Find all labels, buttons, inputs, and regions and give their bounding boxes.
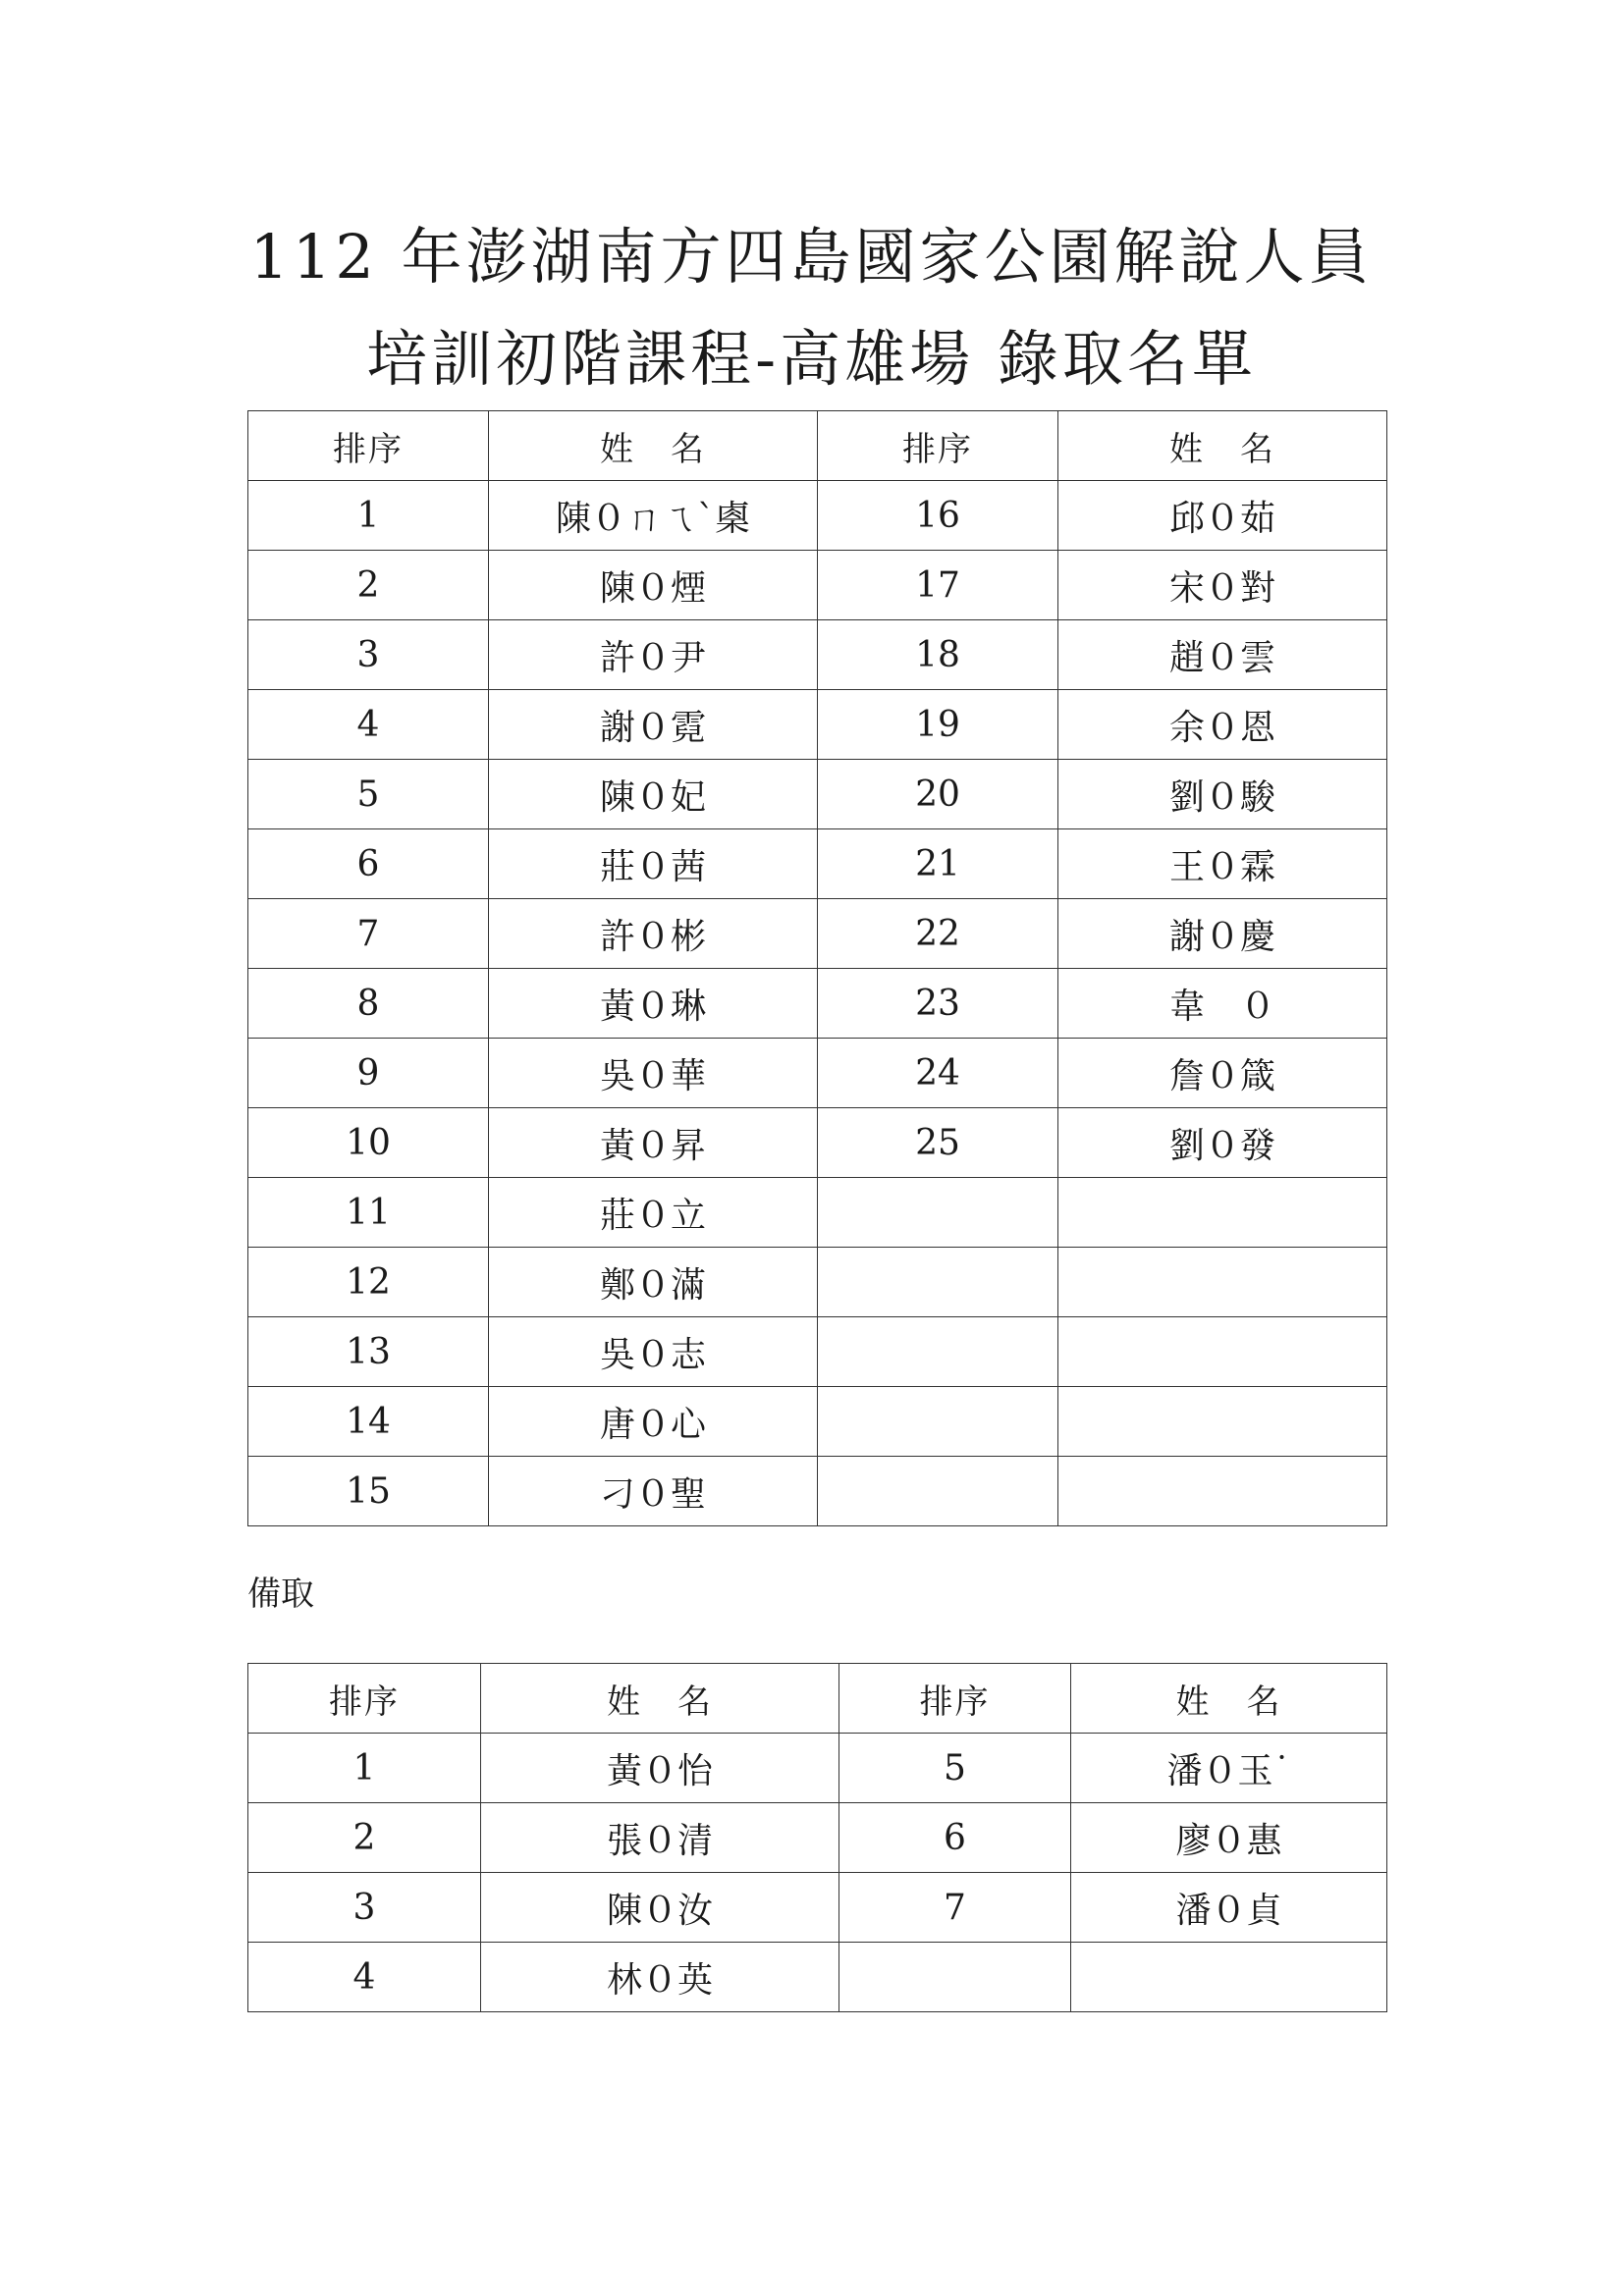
rank-cell: 8 [248,969,489,1039]
name-cell: 潘０玉˙ [1071,1734,1387,1803]
rank-cell: 24 [818,1039,1058,1108]
rank-header: 排序 [248,411,489,481]
rank-cell: 3 [248,620,489,690]
rank-cell: 15 [248,1457,489,1526]
rank-header: 排序 [818,411,1058,481]
name-cell: 潘０貞 [1071,1873,1387,1943]
waitlist-table [247,1663,1387,2012]
empty-cell [1058,1317,1387,1387]
name-cell: 刁０聖 [489,1457,818,1526]
table-row [248,1248,1387,1317]
name-cell: 黃０琳 [489,969,818,1039]
table-header-row [248,1664,1387,1734]
name-cell: 陳０汝 [481,1873,839,1943]
document-title-line-1: 112 年澎湖南方四島國家公園解說人員 [249,221,1374,293]
table-row [248,1039,1387,1108]
table-row [248,551,1387,620]
name-cell: 陳０煙 [489,551,818,620]
name-header: 姓 名 [1071,1664,1387,1734]
empty-cell [1058,1457,1387,1526]
name-cell: 詹０箴 [1058,1039,1387,1108]
rank-cell: 7 [839,1873,1071,1943]
rank-cell: 6 [248,829,489,899]
table-row [248,899,1387,969]
rank-cell: 7 [248,899,489,969]
rank-cell: 4 [248,1943,481,2012]
table-row [248,1943,1387,2012]
name-cell: 張０清 [481,1803,839,1873]
rank-cell: 13 [248,1317,489,1387]
empty-cell [818,1387,1058,1457]
document-title-line-2: 培訓初階課程-高雄場 錄取名單 [366,323,1257,395]
name-cell: 黃０昇 [489,1108,818,1178]
table-row [248,690,1387,760]
name-cell: 趙０雲 [1058,620,1387,690]
name-header: 姓 名 [481,1664,839,1734]
empty-cell [1058,1178,1387,1248]
table-row [248,969,1387,1039]
name-cell: 黃０怡 [481,1734,839,1803]
rank-cell: 25 [818,1108,1058,1178]
empty-cell [1058,1387,1387,1457]
name-cell: 謝０霓 [489,690,818,760]
rank-cell: 5 [839,1734,1071,1803]
table-row [248,1317,1387,1387]
rank-cell: 2 [248,551,489,620]
empty-cell [1071,1943,1387,2012]
empty-cell [818,1178,1058,1248]
name-cell: 許０彬 [489,899,818,969]
rank-cell: 5 [248,760,489,829]
table-row [248,1457,1387,1526]
rank-cell: 1 [248,481,489,551]
rank-cell: 17 [818,551,1058,620]
name-cell: 韋 ０ [1058,969,1387,1039]
rank-cell: 23 [818,969,1058,1039]
name-cell: 陳０妃 [489,760,818,829]
empty-cell [818,1317,1058,1387]
rank-cell: 14 [248,1387,489,1457]
name-cell: 余０恩 [1058,690,1387,760]
name-header: 姓 名 [489,411,818,481]
rank-cell: 16 [818,481,1058,551]
name-header: 姓 名 [1058,411,1387,481]
table-row [248,1873,1387,1943]
rank-cell: 3 [248,1873,481,1943]
name-cell: 王０霖 [1058,829,1387,899]
empty-cell [818,1248,1058,1317]
table-row [248,1178,1387,1248]
rank-cell: 22 [818,899,1058,969]
empty-cell [839,1943,1071,2012]
rank-cell: 19 [818,690,1058,760]
name-cell: 吳０華 [489,1039,818,1108]
empty-cell [1058,1248,1387,1317]
empty-cell [818,1457,1058,1526]
name-cell: 廖０惠 [1071,1803,1387,1873]
rank-cell: 11 [248,1178,489,1248]
table-row [248,829,1387,899]
name-cell: 林０英 [481,1943,839,2012]
table-header-row [248,411,1387,481]
table-row [248,620,1387,690]
name-cell: 鄭０滿 [489,1248,818,1317]
name-cell: 邱０茹 [1058,481,1387,551]
rank-cell: 21 [818,829,1058,899]
table-row [248,1734,1387,1803]
name-cell: 謝０慶 [1058,899,1387,969]
rank-cell: 12 [248,1248,489,1317]
rank-cell: 10 [248,1108,489,1178]
name-cell: 劉０發 [1058,1108,1387,1178]
name-cell: 陳０ㄇㄟˋ㮚 [489,481,818,551]
table-row [248,481,1387,551]
rank-header: 排序 [839,1664,1071,1734]
table-row [248,1108,1387,1178]
table-row [248,760,1387,829]
rank-cell: 4 [248,690,489,760]
name-cell: 吳０志 [489,1317,818,1387]
name-cell: 莊０茜 [489,829,818,899]
rank-cell: 20 [818,760,1058,829]
rank-cell: 9 [248,1039,489,1108]
name-cell: 宋０對 [1058,551,1387,620]
name-cell: 唐０心 [489,1387,818,1457]
rank-cell: 1 [248,1734,481,1803]
name-cell: 劉０駿 [1058,760,1387,829]
waitlist-label: 備取 [247,1575,314,1614]
rank-cell: 18 [818,620,1058,690]
name-cell: 許０尹 [489,620,818,690]
name-cell: 莊０立 [489,1178,818,1248]
rank-cell: 2 [248,1803,481,1873]
admitted-list-table [247,410,1387,1526]
rank-header: 排序 [248,1664,481,1734]
table-row [248,1387,1387,1457]
rank-cell: 6 [839,1803,1071,1873]
table-row [248,1803,1387,1873]
